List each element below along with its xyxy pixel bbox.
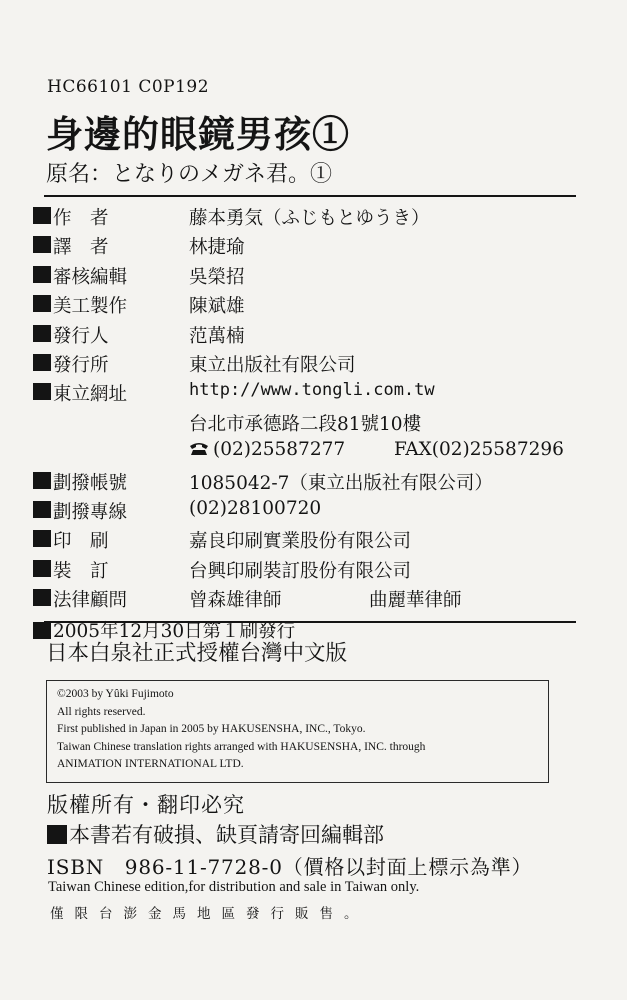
bullet-square <box>33 530 51 547</box>
credit-row-postal-account <box>33 469 593 498</box>
bullet-square <box>33 354 51 371</box>
credit-label: 劃撥帳號 <box>53 472 128 494</box>
credit-value: 台興印刷裝訂股份有限公司 <box>189 560 412 582</box>
credit-label: 譯 者 <box>53 237 109 259</box>
bullet-square <box>33 589 51 606</box>
region-note: 僅限台澎金馬地區發行販售。 <box>50 906 369 922</box>
phone-value: (02)25587277 <box>213 439 346 461</box>
address: 台北市承德路二段81號10樓 <box>189 413 422 435</box>
bullet-square <box>33 325 51 342</box>
credit-row-legal <box>33 586 593 615</box>
print-date: 2005年12月30日第１刷發行 <box>53 621 296 643</box>
credit-label: 作 者 <box>53 208 109 229</box>
credit-label: 發行所 <box>53 354 109 376</box>
credit-label: 劃撥專線 <box>53 501 128 523</box>
credit-row-phone <box>33 439 593 468</box>
bullet-square <box>33 295 51 312</box>
original-title: 原名：となりのメガネ君。① <box>46 162 333 187</box>
credit-value: 范萬楠 <box>189 325 245 347</box>
bullet-square <box>33 207 51 224</box>
credit-row-postal-line <box>33 498 593 527</box>
credit-value: (02)28100720 <box>189 497 322 519</box>
credit-value: 東立出版社有限公司 <box>189 354 356 376</box>
isbn: ISBN 986-11-7728-0（價格以封面上標示為準） <box>47 855 533 879</box>
credit-label: 發行人 <box>53 325 109 347</box>
credit-value: 曾森雄律師 <box>189 590 282 612</box>
book-title: 身邊的眼鏡男孩① <box>46 112 350 156</box>
credit-label: 東立網址 <box>53 384 128 406</box>
credit-value: 吳榮招 <box>189 266 245 288</box>
bullet-square <box>33 472 51 489</box>
credit-value: 藤本勇気（ふじもとゆうき） <box>189 208 430 229</box>
credit-label: 法律顧問 <box>53 590 128 612</box>
credit-value-2: 曲麗華律師 <box>369 590 462 612</box>
credit-row-editor <box>33 263 593 292</box>
credit-row-publisher <box>33 322 593 351</box>
credit-row-address <box>33 410 593 439</box>
credit-label: 美工製作 <box>53 296 128 318</box>
distribution-note: Taiwan Chinese edition,for distribution and sale in Taiwan only. <box>48 879 420 895</box>
website-url: http://www.tongli.com.tw <box>189 380 435 401</box>
copyright-line: First published in Japan in 2005 by HAKUSENSHA, INC., Tokyo. <box>57 723 366 736</box>
bullet-square <box>33 560 51 577</box>
bullet-square <box>33 266 51 283</box>
credit-label: 審核編輯 <box>53 266 128 288</box>
credit-row-website <box>33 380 593 409</box>
fax-number: FAX(02)25587296 <box>394 439 564 461</box>
middle-rule <box>44 621 576 623</box>
copyright-line: ANIMATION INTERNATIONAL LTD. <box>57 758 244 771</box>
rights-reserved: 版權所有・翻印必究 <box>47 793 245 817</box>
copyright-line: ©2003 by Yûki Fujimoto <box>57 688 174 700</box>
credit-value: 林捷瑜 <box>189 237 245 259</box>
bullet-square <box>33 383 51 400</box>
copyright-line: Taiwan Chinese translation rights arranged with HAKUSENSHA, INC. through <box>57 740 426 753</box>
copyright-box <box>46 680 549 783</box>
bullet-square <box>47 825 67 844</box>
credit-row-binding <box>33 557 593 586</box>
credit-row-printing <box>33 527 593 556</box>
telephone-icon <box>189 441 209 456</box>
credit-value: 1085042-7（東立出版社有限公司） <box>189 472 493 494</box>
credit-label: 印 刷 <box>53 531 109 553</box>
credit-value: 嘉良印刷實業股份有限公司 <box>189 531 412 553</box>
product-code: HC66101 C0P192 <box>47 77 210 97</box>
credit-row-author <box>33 204 593 233</box>
bullet-square <box>33 236 51 253</box>
top-rule <box>44 195 576 197</box>
credit-row-translator <box>33 233 593 262</box>
credit-row-art <box>33 292 593 321</box>
credit-value: 陳斌雄 <box>189 296 245 318</box>
bullet-square <box>33 501 51 518</box>
credit-row-publishing-house <box>33 351 593 380</box>
damage-notice-text: 本書若有破損、缺頁請寄回編輯部 <box>69 823 384 847</box>
damage-notice <box>47 819 384 849</box>
credit-label: 裝 訂 <box>53 560 109 582</box>
credits-list <box>33 204 593 645</box>
license-statement: 日本白泉社正式授權台灣中文版 <box>46 641 348 666</box>
phone-number <box>189 439 345 460</box>
copyright-line: All rights reserved. <box>57 705 146 718</box>
